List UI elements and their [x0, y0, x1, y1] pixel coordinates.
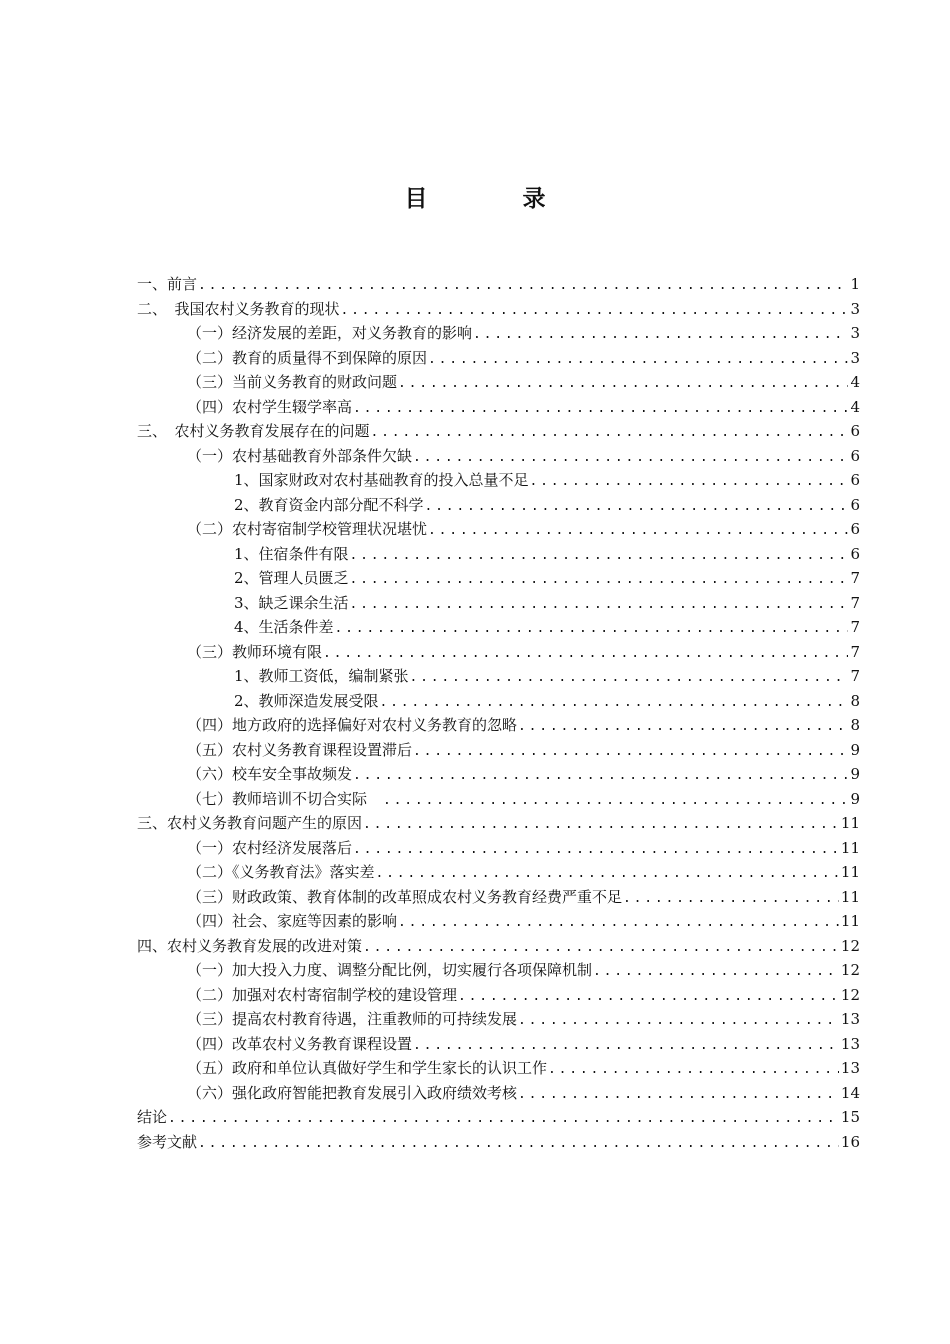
toc-entry[interactable]	[137, 346, 860, 371]
toc-page-number: 6	[850, 471, 860, 489]
toc-entry-title: （一）加大投入力度、调整分配比例，切实履行各项保障机制	[187, 961, 593, 979]
toc-entry[interactable]	[137, 983, 860, 1008]
toc-page-number: 7	[850, 618, 860, 636]
toc-page-number: 9	[850, 765, 860, 783]
toc-entry-title: （四）社会、家庭等因素的影响	[187, 912, 398, 930]
toc-dot-leader	[376, 862, 839, 887]
toc-dot-leader	[350, 544, 849, 569]
toc-entry-title: （三）提高农村教育待遇，注重教师的可持续发展	[187, 1010, 518, 1028]
toc-entry-title: （一）农村经济发展落后	[187, 838, 353, 857]
toc-entry[interactable]	[137, 1130, 860, 1155]
page-title: 目 录	[404, 186, 582, 212]
toc-entry[interactable]	[137, 958, 860, 983]
toc-dot-leader	[341, 299, 849, 324]
toc-page-number: 7	[850, 642, 860, 661]
toc-entry[interactable]	[137, 1032, 860, 1057]
toc-page-number: 11	[840, 887, 860, 906]
toc-page-number: 3	[850, 299, 860, 318]
toc-page-number: 11	[840, 814, 860, 832]
toc-entry[interactable]	[137, 272, 860, 297]
toc-entry[interactable]	[137, 542, 860, 567]
toc-entry-title: 1、国家财政对农村基础教育的投入总量不足	[234, 471, 529, 489]
toc-page-number: 15	[840, 1108, 860, 1126]
toc-entry-title: 3、缺乏课余生活	[234, 593, 349, 612]
toc-page-number: 7	[850, 593, 860, 612]
toc-entry[interactable]	[137, 787, 860, 812]
toc-dot-leader	[398, 372, 848, 397]
toc-page-number: 11	[840, 912, 860, 930]
toc-dot-leader	[623, 887, 839, 912]
toc-entry[interactable]	[137, 811, 860, 836]
toc-entry-title: 1、住宿条件有限	[234, 544, 349, 563]
toc-dot-leader	[425, 495, 849, 520]
toc-page-number: 13	[840, 1034, 860, 1053]
toc-entry[interactable]	[137, 909, 860, 934]
toc-page-number: 6	[850, 495, 860, 514]
toc-entry[interactable]	[137, 1007, 860, 1032]
toc-entry-title: 2、教育资金内部分配不科学	[234, 495, 424, 514]
toc-entry[interactable]	[137, 1081, 860, 1106]
toc-entry[interactable]	[137, 419, 860, 444]
toc-entry[interactable]	[137, 885, 860, 910]
toc-entry[interactable]	[137, 493, 860, 518]
toc-entry-title: 四、农村义务教育发展的改进对策	[137, 936, 363, 955]
toc-page-number: 8	[850, 716, 860, 734]
toc-entry[interactable]	[137, 370, 860, 395]
toc-entry-title: （三）教师环境有限	[187, 642, 323, 661]
toc-page-number: 8	[850, 691, 860, 710]
toc-dot-leader	[335, 617, 849, 642]
toc-entry-title: （六）校车安全事故频发	[187, 765, 353, 783]
toc-entry-title: （二）教育的质量得不到保障的原因	[187, 348, 428, 367]
toc-dot-leader	[323, 642, 848, 667]
toc-entry[interactable]	[137, 860, 860, 885]
toc-entry[interactable]	[137, 738, 860, 763]
toc-entry-title: （五）农村义务教育课程设置滞后	[187, 740, 413, 759]
toc-page-number: 3	[850, 348, 860, 367]
toc-page-number: 6	[850, 422, 860, 440]
table-of-contents	[137, 272, 860, 1154]
toc-entry-title: 参考文献	[137, 1132, 198, 1151]
toc-dot-leader	[518, 1009, 839, 1034]
toc-dot-leader	[410, 666, 849, 691]
toc-entry-title: 结论	[137, 1108, 168, 1126]
toc-entry[interactable]	[137, 689, 860, 714]
toc-dot-leader	[413, 740, 848, 765]
toc-entry-title: 1、教师工资低，编制紧张	[234, 667, 409, 685]
toc-entry[interactable]	[137, 713, 860, 738]
toc-entry[interactable]	[137, 517, 860, 542]
toc-dot-leader	[363, 936, 839, 961]
toc-entry-title: （三）当前义务教育的财政问题	[187, 373, 398, 391]
toc-dot-leader	[380, 691, 849, 716]
toc-dot-leader	[398, 911, 839, 936]
toc-page-number: 12	[840, 961, 860, 979]
toc-entry-title: 一、前言	[137, 275, 198, 293]
toc-dot-leader	[371, 421, 849, 446]
toc-page-number: 6	[850, 544, 860, 563]
toc-dot-leader	[413, 446, 848, 471]
toc-entry-title: （七）教师培训不切合实际	[187, 789, 383, 808]
toc-page-number: 16	[840, 1132, 860, 1151]
toc-dot-leader	[353, 838, 839, 863]
toc-entry-title: （三）财政政策、教育体制的改革照成农村义务教育经费严重不足	[187, 887, 623, 906]
toc-dot-leader	[458, 985, 839, 1010]
toc-dot-leader	[363, 813, 839, 838]
toc-page-number: 12	[840, 985, 860, 1004]
toc-dot-leader	[428, 348, 848, 373]
toc-entry-title: 三、 农村义务教育发展存在的问题	[137, 422, 370, 440]
toc-dot-leader	[198, 274, 848, 299]
toc-entry-title: （四）改革农村义务教育课程设置	[187, 1034, 413, 1053]
toc-dot-leader	[413, 1034, 839, 1059]
toc-entry[interactable]	[137, 934, 860, 959]
toc-dot-leader	[473, 323, 848, 348]
toc-entry-title: （五）政府和单位认真做好学生和学生家长的认识工作	[187, 1059, 548, 1077]
toc-page-number: 11	[840, 838, 860, 857]
toc-entry[interactable]	[137, 836, 860, 861]
toc-page-number: 1	[850, 275, 860, 293]
toc-entry-title: 2、管理人员匮乏	[234, 569, 349, 587]
toc-page-number: 14	[840, 1083, 860, 1102]
toc-page-number: 13	[840, 1059, 860, 1077]
toc-entry[interactable]	[137, 566, 860, 591]
toc-dot-leader	[518, 715, 848, 740]
toc-page-number: 6	[850, 446, 860, 465]
toc-dot-leader	[383, 789, 848, 814]
toc-entry-title: 4、生活条件差	[234, 618, 334, 636]
toc-entry-title: 三、农村义务教育问题产生的原因	[137, 814, 363, 832]
toc-entry[interactable]	[137, 444, 860, 469]
toc-page-number: 13	[840, 1010, 860, 1028]
toc-entry-title: 二、 我国农村义务教育的现状	[137, 299, 340, 318]
toc-page-number: 11	[840, 863, 860, 881]
toc-entry[interactable]	[137, 762, 860, 787]
toc-entry-title: （一）农村基础教育外部条件欠缺	[187, 446, 413, 465]
toc-page-number: 9	[850, 789, 860, 808]
toc-entry[interactable]	[137, 591, 860, 616]
toc-entry[interactable]	[137, 297, 860, 322]
toc-entry[interactable]	[137, 321, 860, 346]
toc-entry-title: （四）农村学生辍学率高	[187, 397, 353, 416]
toc-page-number: 7	[850, 569, 860, 587]
toc-dot-leader	[518, 1083, 839, 1108]
toc-entry-title: （二）《义务教育法》落实差	[187, 863, 375, 881]
toc-page-number: 3	[850, 324, 860, 342]
toc-dot-leader	[168, 1107, 839, 1132]
toc-page-number: 9	[850, 740, 860, 759]
toc-entry[interactable]	[137, 468, 860, 493]
toc-dot-leader	[353, 764, 848, 789]
toc-dot-leader	[530, 470, 849, 495]
toc-entry[interactable]	[137, 1105, 860, 1130]
toc-page-number: 7	[850, 667, 860, 685]
toc-dot-leader	[350, 593, 849, 618]
toc-entry-title: （二）加强对农村寄宿制学校的建设管理	[187, 985, 458, 1004]
toc-entry-title: （二）农村寄宿制学校管理状况堪忧	[187, 520, 428, 538]
toc-dot-leader	[198, 1132, 839, 1157]
toc-page-number: 4	[850, 373, 860, 391]
toc-entry[interactable]	[137, 1056, 860, 1081]
toc-dot-leader	[350, 568, 849, 593]
toc-entry-title: （一）经济发展的差距，对义务教育的影响	[187, 324, 473, 342]
toc-entry-title: （四）地方政府的选择偏好对农村义务教育的忽略	[187, 716, 518, 734]
toc-dot-leader	[353, 397, 848, 422]
toc-entry[interactable]	[137, 640, 860, 665]
toc-dot-leader	[548, 1058, 839, 1083]
toc-entry[interactable]	[137, 395, 860, 420]
toc-dot-leader	[428, 519, 848, 544]
toc-entry[interactable]	[137, 615, 860, 640]
toc-entry[interactable]	[137, 664, 860, 689]
toc-page-number: 6	[850, 520, 860, 538]
toc-entry-title: （六）强化政府智能把教育发展引入政府绩效考核	[187, 1083, 518, 1102]
toc-entry-title: 2、教师深造发展受限	[234, 691, 379, 710]
toc-page-number: 12	[840, 936, 860, 955]
toc-page-number: 4	[850, 397, 860, 416]
toc-dot-leader	[593, 960, 839, 985]
